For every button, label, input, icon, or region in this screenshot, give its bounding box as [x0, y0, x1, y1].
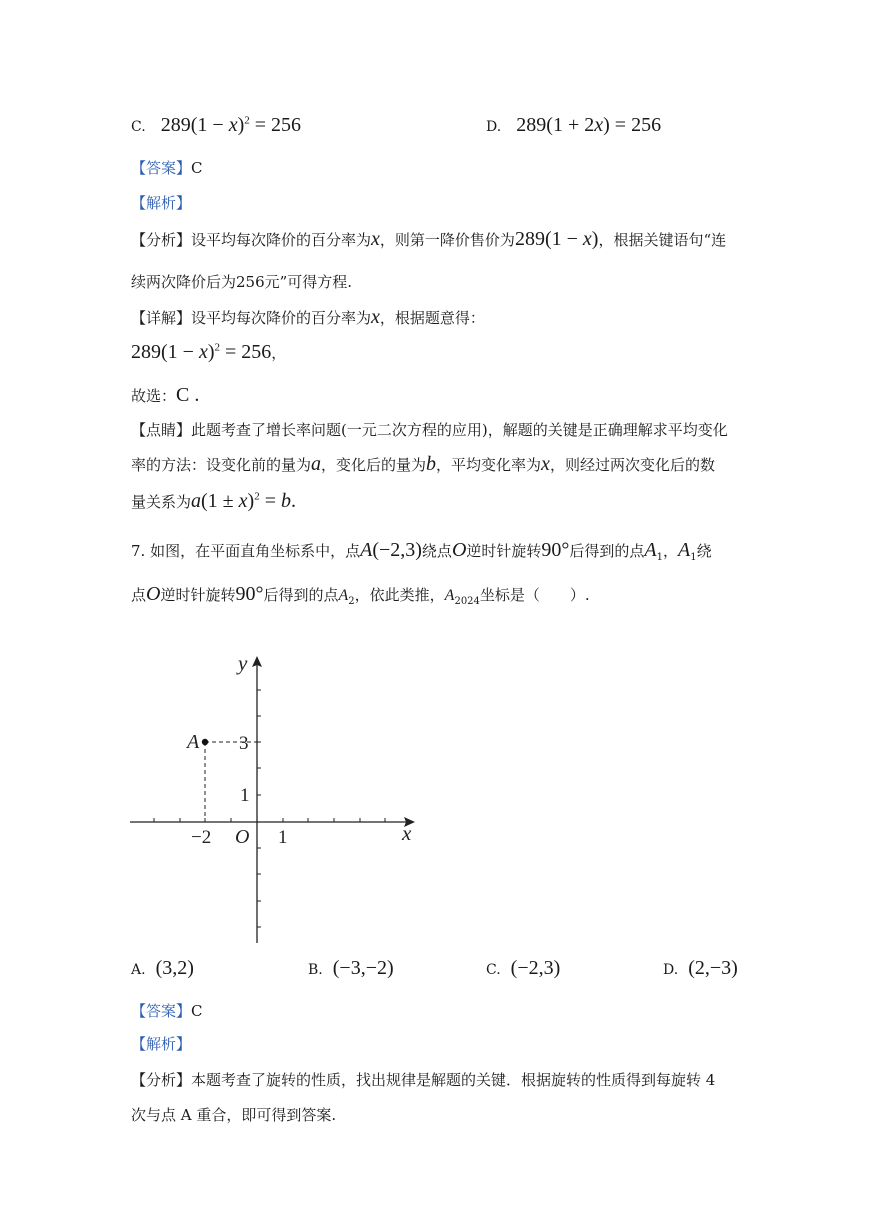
q7-stem-line-2: 点O逆时针旋转90°后得到的点$A_2$，依此类推，$A_{2024}$坐标是（ ）. [131, 583, 590, 607]
analysis-tag: 【解析】 [131, 194, 192, 212]
option-label: D. [486, 119, 502, 135]
y-tick-label-3: 3 [239, 733, 249, 754]
origin-label: O [235, 826, 250, 848]
option-d-expression: 289(1 + 2x) = 256 [516, 114, 662, 136]
final-choice-line: 故选：C . [131, 384, 200, 406]
dianjing-line-2: 率的方法：设变化前的量为a，变化后的量为b，平均变化率为x，则经过两次变化后的数 [131, 453, 715, 475]
q7-option-b: B. (−3,−2) [308, 957, 394, 979]
fenxi-line-1: 【分析】设平均每次降价的百分率为x，则第一降价售价为289(1 − x)，根据关键语句“连 [131, 228, 727, 250]
dianjing-tag: 【点睛】 [131, 421, 192, 439]
option-label: C. [131, 119, 146, 135]
xiangjie-line: 【详解】设平均每次降价的百分率为x，根据题意得： [131, 306, 485, 328]
q7-option-c: C. (−2,3) [486, 957, 561, 979]
dianjing-line-1: 【点睛】此题考查了增长率问题(一元二次方程的应用)，解题的关键是正确理解求平均变化 [131, 421, 728, 439]
xiangjie-tag: 【详解】 [131, 309, 192, 327]
x-tick-label-1: 1 [278, 827, 288, 848]
x-tick-label-minus-2: −2 [191, 827, 212, 848]
q7-fenxi-line-2: 次与点 A 重合，即可得到答案. [131, 1106, 337, 1124]
q7-analysis-tag: 【解析】 [131, 1035, 192, 1053]
y-axis-label: y [238, 651, 248, 675]
point-a-marker [202, 739, 208, 745]
answer-line [131, 157, 203, 178]
q7-fenxi-line-1: 【分析】本题考查了旋转的性质，找出规律是解题的关键．根据旋转的性质得到每旋转 4 [131, 1071, 716, 1089]
answer-tag: 【答案】 [131, 159, 192, 177]
q7-option-d: D. (2,−3) [663, 957, 738, 979]
answer-value: C [191, 1002, 203, 1020]
option-c-expression: $289(1 - x)^2 = 256$ [160, 114, 302, 136]
y-tick-label-1: 1 [240, 785, 250, 806]
q7-answer-line [131, 1000, 203, 1021]
fenxi-tag: 【分析】 [131, 231, 192, 249]
answer-tag: 【答案】 [131, 1002, 192, 1020]
option-c-row [131, 114, 301, 137]
dianjing-line-3: 量关系为$a(1 \pm x)^2 = b$. [131, 490, 296, 512]
answer-value: C [191, 159, 203, 177]
point-a-label: A [187, 731, 200, 753]
equation-line: $289(1 - x)^2 = 256$， [131, 341, 287, 363]
coordinate-plane-figure [125, 650, 425, 950]
q7-stem-line-1: 7. 如图，在平面直角坐标系中，点A(−2,3)绕点O逆时针旋转90°后得到的点$A_1$，$A_1$绕 [131, 539, 712, 563]
fenxi-line-2: 续两次降价后为256元”可得方程. [131, 273, 353, 291]
q7-option-a: A. (3,2) [131, 957, 194, 979]
x-axis-label: x [402, 821, 412, 845]
fenxi-tag: 【分析】 [131, 1071, 192, 1089]
option-d-row [486, 114, 661, 137]
